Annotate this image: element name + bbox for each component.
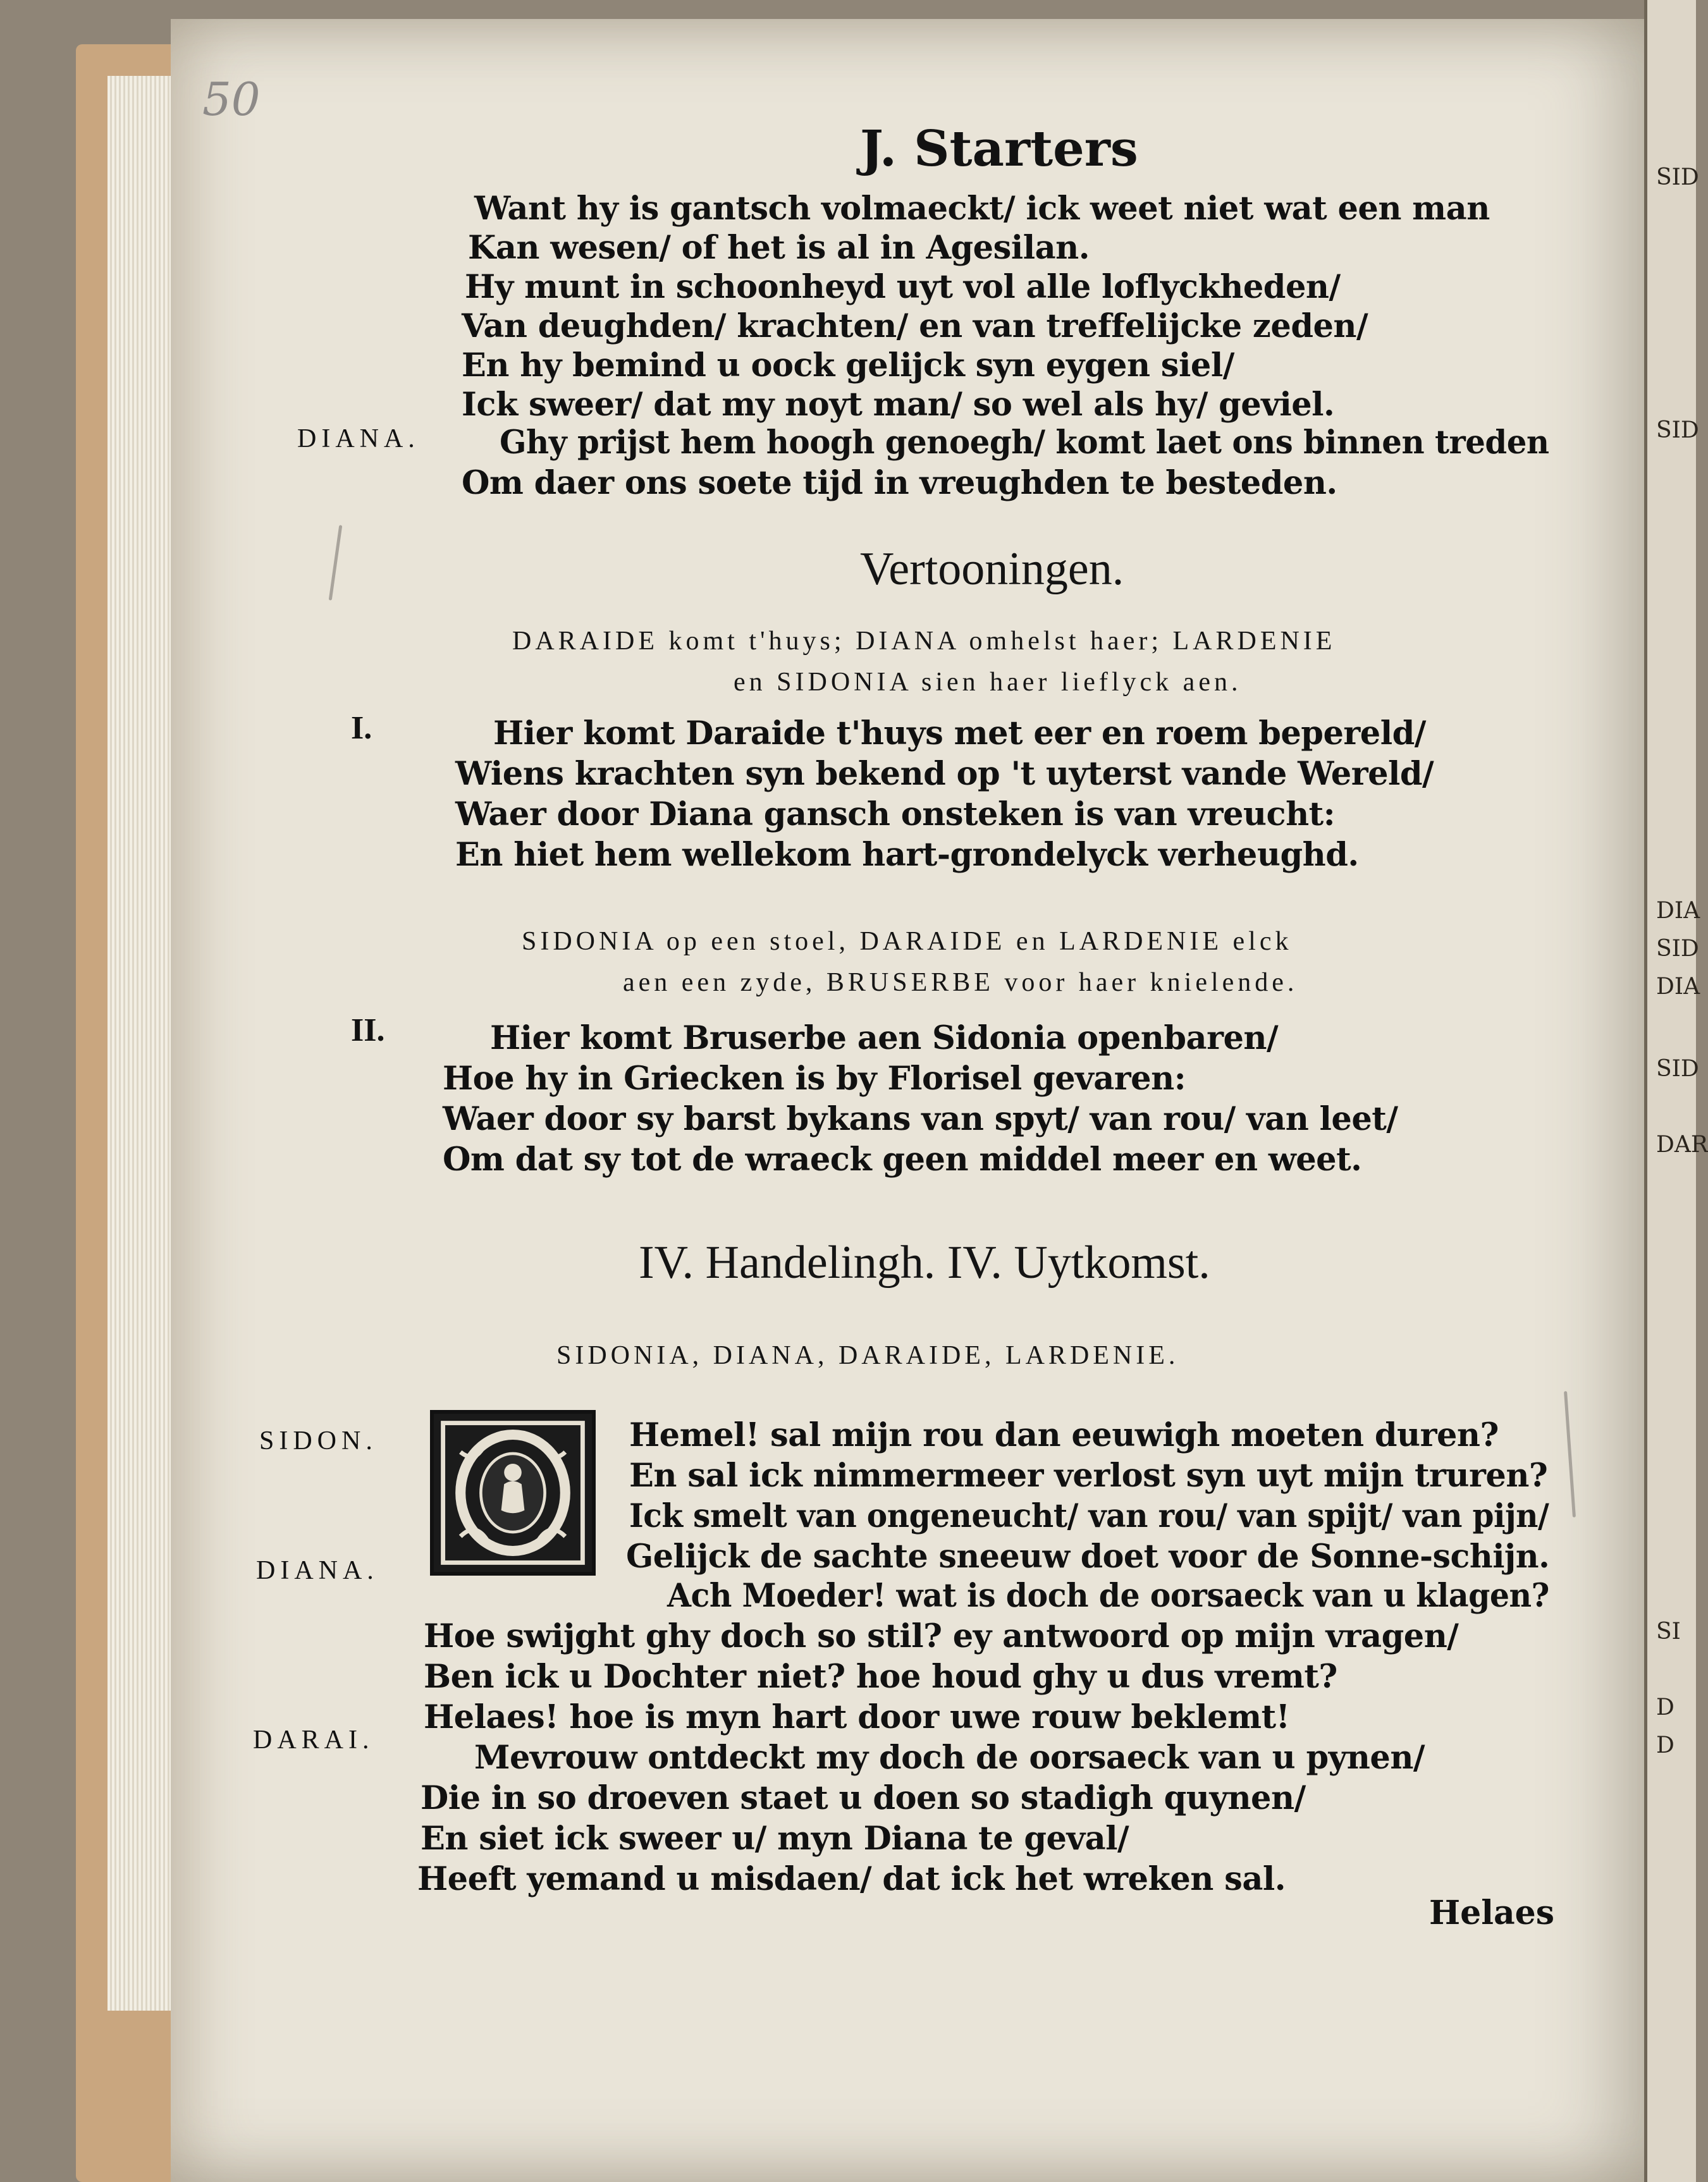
verse-line: En sal ick nimmermeer verlost syn uyt mijn truren? <box>629 1457 1548 1495</box>
verse-line: En hy bemind u oock gelijck syn eygen siel/ <box>462 346 1234 384</box>
verse-line: Wiens krachten syn bekend op 't uyterst vande Wereld/ <box>455 755 1434 793</box>
verse-line: Helaes! hoe is myn hart door uwe rouw beklemt! <box>424 1698 1290 1736</box>
running-head: J. Starters <box>860 120 1138 178</box>
stage-direction: aen een zyde, BRUSERBE voor haer knielende. <box>623 968 1298 997</box>
verse-line: Hier komt Daraide t'huys met eer en roem bepereld/ <box>493 714 1426 752</box>
facing-page-text: SI <box>1656 1619 1681 1645</box>
facing-page-text: SID <box>1656 164 1699 190</box>
verse-line: Ach Moeder! wat is doch de oorsaeck van u klagen? <box>667 1577 1549 1615</box>
verse-line: Waer door sy barst bykans van spyt/ van rou/ van leet/ <box>443 1100 1398 1138</box>
tableau-numeral: II. <box>351 1012 385 1048</box>
cast-list: SIDONIA, DIANA, DARAIDE, LARDENIE. <box>556 1341 1179 1370</box>
pencil-mark <box>1564 1391 1576 1517</box>
verse-line: Hier komt Bruserbe aen Sidonia openbaren/ <box>490 1019 1279 1057</box>
verse-line: Ben ick u Dochter niet? hoe houd ghy u dus vremt? <box>424 1658 1337 1696</box>
verse-line: Waer door Diana gansch onsteken is van vreucht: <box>455 795 1336 833</box>
facing-page-text: SID <box>1656 1056 1699 1082</box>
decorated-initial <box>430 1410 596 1576</box>
catchword: Helaes <box>1429 1894 1555 1932</box>
pencil-mark <box>329 525 343 601</box>
verse-line: Gelijck de sachte sneeuw doet voor de Sonne-schijn. <box>626 1538 1550 1576</box>
verse-line: Heeft yemand u misdaen/ dat ick het wreken sal. <box>417 1860 1286 1898</box>
facing-page-text: SID <box>1656 936 1699 962</box>
facing-page-text: DIA <box>1656 898 1700 924</box>
verse-line: Ick sweer/ dat my noyt man/ so wel als hy/ geviel. <box>462 386 1335 424</box>
facing-page-text: D <box>1656 1732 1674 1758</box>
verse-line: Hoe hy in Griecken is by Florisel gevaren: <box>443 1060 1186 1098</box>
facing-page-text: SID <box>1656 417 1699 443</box>
verse-line: Ghy prijst hem hoogh genoegh/ komt laet ons binnen treden <box>500 424 1549 462</box>
verse-line: Ick smelt van ongeneucht/ van rou/ van spijt/ van pijn/ <box>629 1497 1549 1535</box>
stage-direction: SIDONIA op een stoel, DARAIDE en LARDENIE elck <box>522 927 1293 956</box>
section-heading: Vertooningen. <box>860 543 1124 595</box>
speaker-name: DIANA. <box>256 1556 379 1585</box>
act-heading: IV. Handelingh. IV. Uytkomst. <box>639 1237 1210 1289</box>
stage-direction: DARAIDE komt t'huys; DIANA omhelst haer; LARDENIE <box>512 627 1336 656</box>
speaker-name: DIANA. <box>297 424 420 453</box>
verse-line: En siet ick sweer u/ myn Diana te geval/ <box>421 1820 1129 1858</box>
facing-page-text: DAR <box>1656 1132 1708 1158</box>
verse-line: Hemel! sal mijn rou dan eeuwigh moeten duren? <box>629 1416 1499 1454</box>
verse-line: Hoe swijght ghy doch so stil? ey antwoord op mijn vragen/ <box>424 1617 1459 1655</box>
verse-line: Om daer ons soete tijd in vreughden te besteden. <box>462 464 1337 502</box>
verse-line: Want hy is gantsch volmaeckt/ ick weet niet wat een man <box>474 190 1490 228</box>
facing-page-text: D <box>1656 1695 1674 1720</box>
stage-direction: en SIDONIA sien haer lieflyck aen. <box>734 668 1242 697</box>
verse-line: Van deughden/ krachten/ en van treffelijcke zeden/ <box>462 307 1368 345</box>
facing-page-text: DIA <box>1656 974 1700 1000</box>
speaker-name: DARAI. <box>253 1725 374 1755</box>
pencil-folio: 50 <box>202 73 261 126</box>
decorated-initial-O-icon <box>440 1420 586 1566</box>
verse-line: Mevrouw ontdeckt my doch de oorsaeck van u pynen/ <box>474 1739 1425 1777</box>
verse-line: En hiet hem wellekom hart-grondelyck verheughd. <box>455 836 1359 874</box>
verse-line: Die in so droeven staet u doen so stadigh quynen/ <box>421 1779 1306 1817</box>
verse-line: Kan wesen/ of het is al in Agesilan. <box>468 229 1090 267</box>
verse-line: Om dat sy tot de wraeck geen middel meer en weet. <box>443 1141 1362 1179</box>
verse-line: Hy munt in schoonheyd uyt vol alle loflyckheden/ <box>465 268 1341 306</box>
facing-page <box>1644 0 1708 2182</box>
tableau-numeral: I. <box>351 710 372 746</box>
speaker-name: SIDON. <box>259 1426 378 1456</box>
